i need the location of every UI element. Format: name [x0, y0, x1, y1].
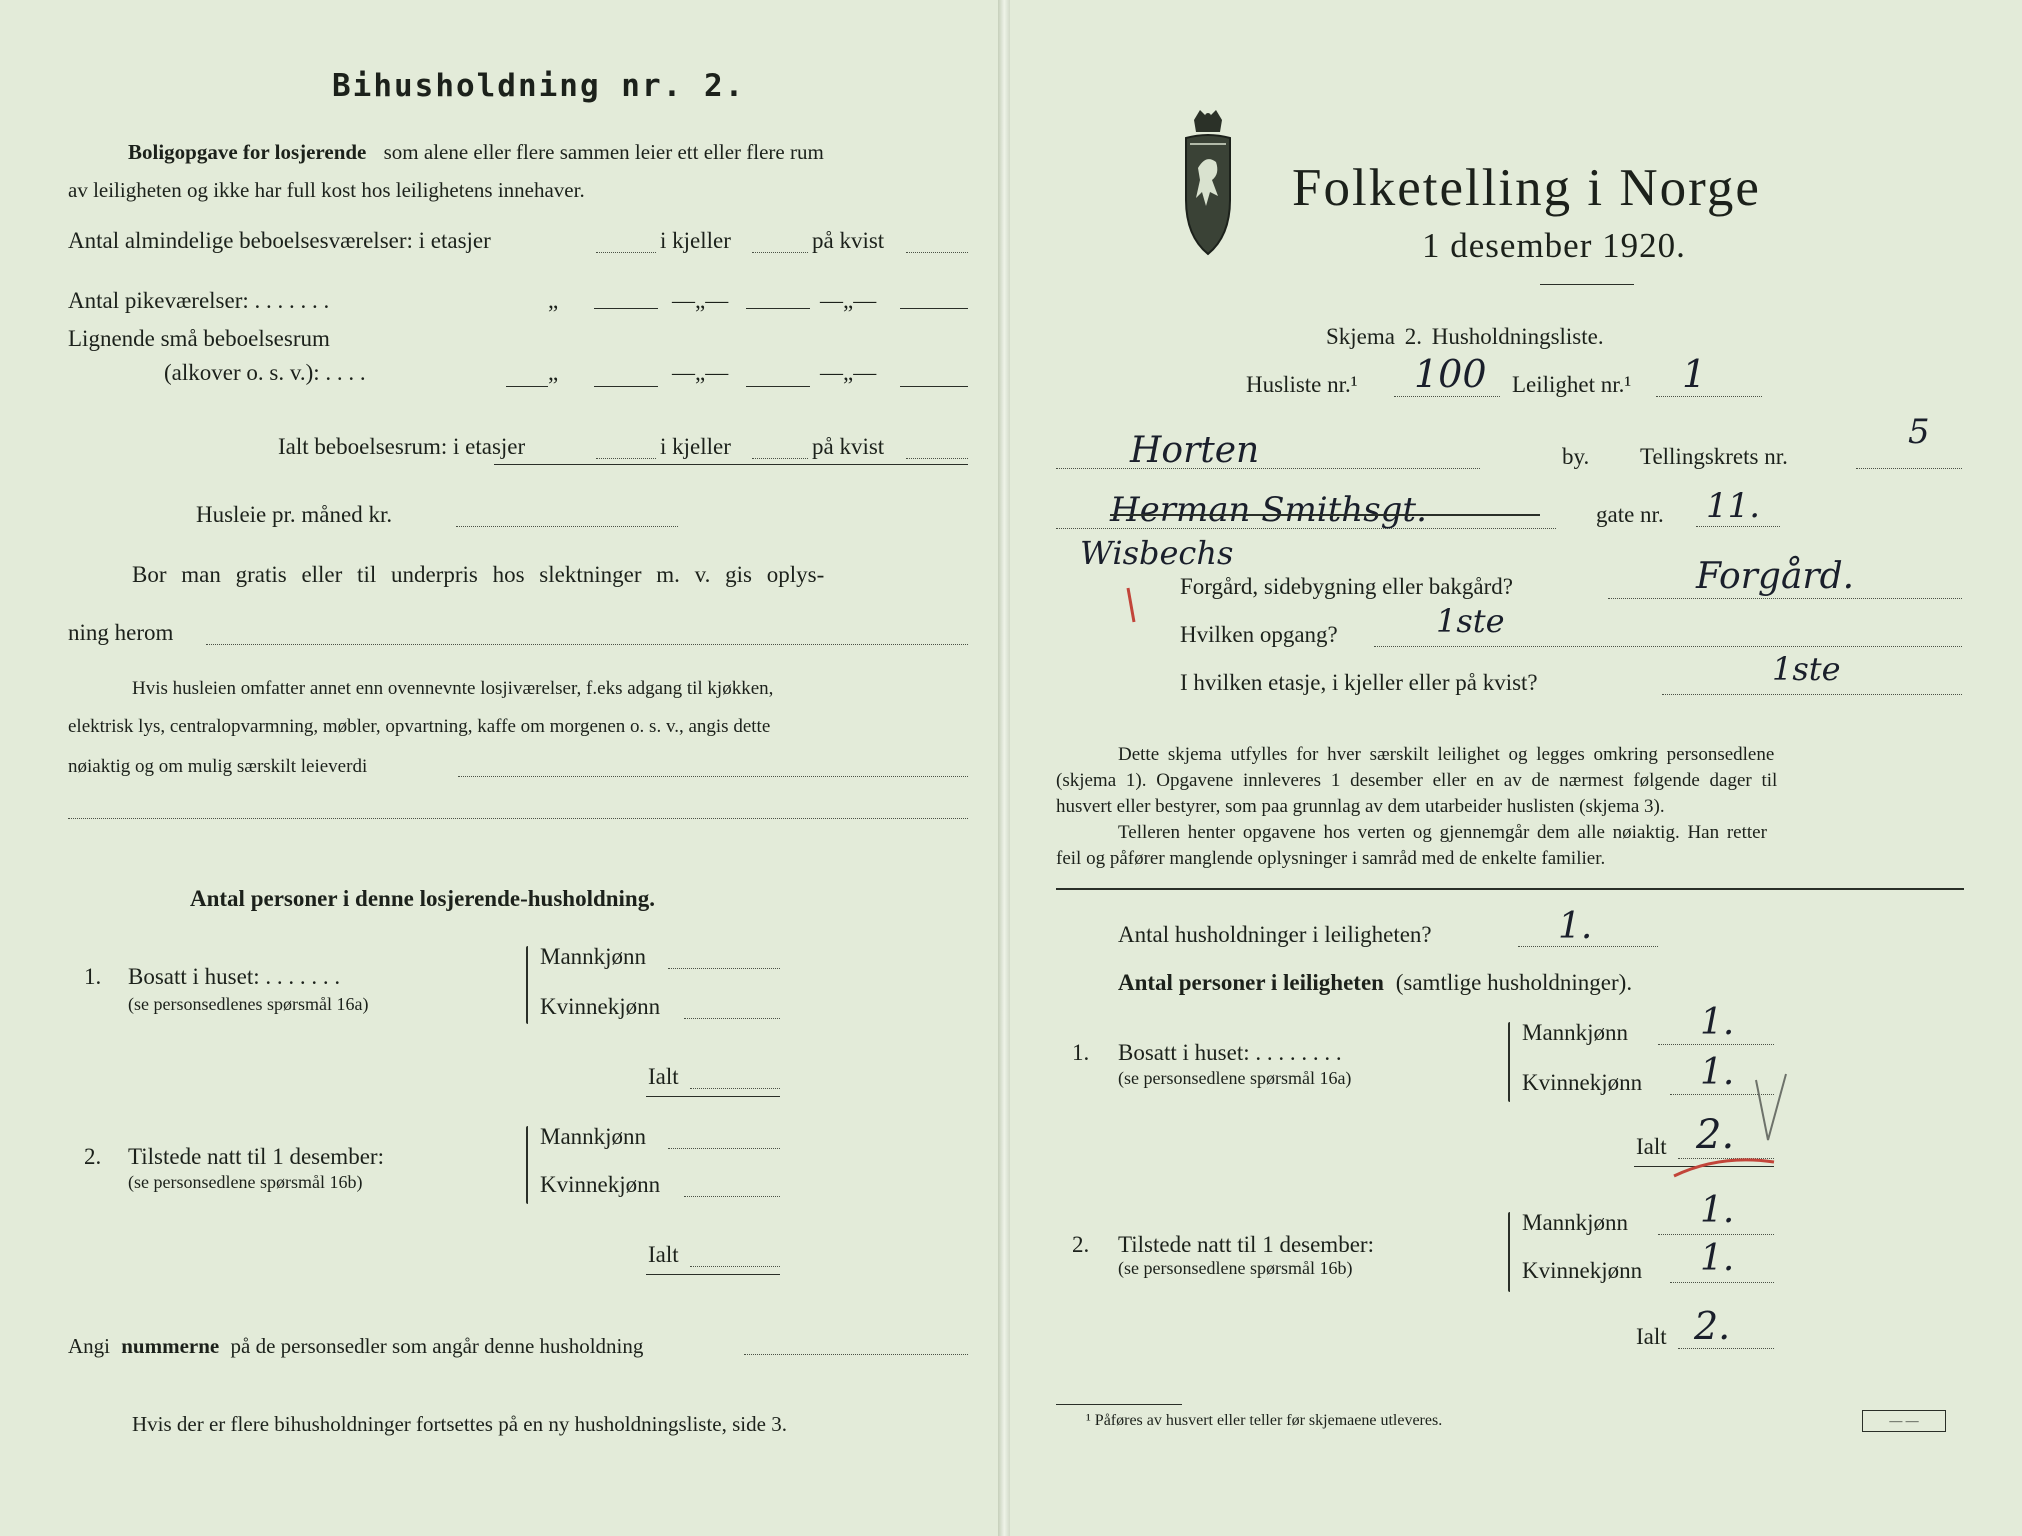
opgang-line: [1374, 646, 1962, 647]
left-q1-sub: (se personsedlenes spørsmål 16a): [128, 994, 369, 1014]
pike-label: Antal pikeværelser: . . . . . . .: [68, 288, 330, 313]
pike-line-2: [746, 308, 810, 309]
right-q2-mann-value: 1.: [1700, 1190, 1735, 1231]
instr-rule: [1056, 888, 1964, 890]
antal-pers-line: [1118, 970, 1632, 996]
lignende-line-0: [506, 386, 548, 387]
antal-pers-bold: Antal personer i leiligheten: [1118, 970, 1384, 995]
left-q2-label: Tilstede natt til 1 desember:: [128, 1144, 384, 1169]
rooms-kvist-label: på kvist: [812, 228, 885, 253]
street-correction: Wisbechs: [1080, 534, 1234, 572]
husliste-value: 100: [1414, 352, 1487, 396]
right-q2-mann-label: Mannkjønn: [1522, 1210, 1629, 1235]
left-q1-label: Bosatt i huset: . . . . . . .: [128, 964, 341, 989]
right-q1-ialt-label: Ialt: [1636, 1134, 1667, 1159]
right-q2-ialt-label: Ialt: [1636, 1324, 1667, 1349]
right-q2-ialt-value: 2.: [1694, 1304, 1731, 1348]
ialt-etasjer-line: [596, 458, 656, 459]
right-q1-mann-label: Mannkjønn: [1522, 1020, 1629, 1045]
left-q1-ialt-underline: [646, 1096, 780, 1097]
left-q2-kvinne-label: Kvinnekjønn: [540, 1172, 661, 1197]
hvis-line-2: elektrisk lys, centralopvarmning, møbler, opvartning, kaffe om morgenen o. s. v., angis dette: [68, 716, 771, 737]
etasje-label: I hvilken etasje, i kjeller eller på kvist?: [1180, 670, 1538, 695]
instr-5: feil og påfører manglende oplysninger i samråd med de enkelte familier.: [1056, 848, 1606, 869]
left-q1-ialt-line: [690, 1088, 780, 1089]
rooms-etasjer-line: [596, 252, 656, 253]
intro-line-2: av leiligheten og ikke har full kost hos leilighetens innehaver.: [68, 178, 585, 202]
husliste-line: [1394, 396, 1500, 397]
right-q2-kvinne-value: 1.: [1700, 1238, 1735, 1279]
forgard-label: Forgård, sidebygning eller bakgård?: [1180, 574, 1513, 599]
left-q1-kvinne-line: [684, 1018, 780, 1019]
right-q1-kvinne-value: 1.: [1700, 1052, 1735, 1093]
pike-line-1: [594, 308, 658, 309]
left-q2-ialt-underline: [646, 1274, 780, 1275]
husliste-label: Husliste nr.¹: [1246, 372, 1358, 397]
street-value: Herman Smithsgt.: [1110, 490, 1427, 530]
leilighet-value: 1: [1682, 352, 1707, 396]
left-q2-mann-line: [668, 1148, 780, 1149]
gate-label: gate nr.: [1596, 502, 1664, 527]
gate-value: 11.: [1706, 486, 1761, 526]
lignende-line-2: [746, 386, 810, 387]
lignende-line-1: [594, 386, 658, 387]
rooms-kjeller-label: i kjeller: [660, 228, 731, 253]
lignende-label-1: Lignende små beboelsesrum: [68, 326, 330, 351]
hvis-line-b: [68, 818, 968, 819]
left-q2-ialt-label: Ialt: [648, 1242, 679, 1267]
lignende-line-3: [900, 386, 968, 387]
red-pencil-mark-icon: [1670, 1150, 1780, 1180]
left-q1-mann-line: [668, 968, 780, 969]
ialt-underline: [494, 464, 968, 465]
bor-line: [206, 644, 968, 645]
instr-3: husvert eller bestyrer, som paa grunnlag av dem utarbeider huslisten (skjema 3).: [1056, 796, 1665, 817]
ialt-kjeller-line: [752, 458, 808, 459]
pike-line-3: [900, 308, 968, 309]
left-q2-ialt-line: [690, 1266, 780, 1267]
left-q2-num: 2.: [84, 1144, 102, 1169]
opgang-label: Hvilken opgang?: [1180, 622, 1338, 647]
left-title: Bihusholdning nr. 2.: [332, 68, 746, 104]
pike-ditto-1: „: [548, 288, 559, 313]
tellingskrets-value: 5: [1908, 412, 1930, 452]
norway-coat-of-arms-icon: [1172, 108, 1244, 258]
rooms-label: Antal almindelige beboelsesværelser: i etasjer: [68, 228, 491, 253]
right-q2-kvinne-label: Kvinnekjønn: [1522, 1258, 1643, 1283]
left-q2-brace: [526, 1126, 528, 1204]
left-q2-kvinne-line: [684, 1196, 780, 1197]
right-q1-num: 1.: [1072, 1040, 1090, 1065]
left-q1-num: 1.: [84, 964, 102, 989]
rooms-kjeller-line: [752, 252, 808, 253]
bor-line-2: ning herom: [68, 620, 174, 645]
footnote: ¹ Påføres av husvert eller teller før skjemaene utleveres.: [1086, 1412, 1443, 1429]
check-mark-icon: [1752, 1070, 1792, 1150]
left-q1-brace: [526, 946, 528, 1024]
gate-nr-line: [1696, 526, 1780, 527]
pike-ditto-3: —„—: [820, 288, 877, 313]
left-q1-kvinne-label: Kvinnekjønn: [540, 994, 661, 1019]
right-q1-label: Bosatt i huset: . . . . . . . .: [1118, 1040, 1342, 1065]
by-value: Horten: [1130, 430, 1260, 471]
rooms-kvist-line: [906, 252, 968, 253]
husleie-label: Husleie pr. måned kr.: [196, 502, 393, 527]
instr-2: (skjema 1). Opgavene innleveres 1 desember eller en av de nærmest følgende dager til: [1056, 770, 1778, 791]
ialt-rooms-label: Ialt beboelsesrum: i etasjer: [278, 434, 526, 459]
left-q2-sub: (se personsedlene spørsmål 16b): [128, 1172, 363, 1192]
right-q1-brace: [1508, 1022, 1510, 1102]
angi-line: [68, 1334, 643, 1359]
right-q1-sub: (se personsedlene spørsmål 16a): [1118, 1068, 1352, 1088]
leilighet-label: Leilighet nr.¹: [1512, 372, 1632, 397]
antal-hush-value: 1.: [1558, 906, 1593, 947]
leilighet-line: [1656, 396, 1762, 397]
left-page: [0, 0, 1003, 1536]
right-q2-ialt-line: [1678, 1348, 1774, 1349]
right-q1-mann-value: 1.: [1700, 1002, 1735, 1043]
etasje-value: 1ste: [1772, 650, 1841, 688]
right-q2-num: 2.: [1072, 1232, 1090, 1257]
hvis-line-3: nøiaktig og om mulig særskilt leieverdi: [68, 756, 368, 777]
lignende-ditto-3: —„—: [820, 360, 877, 385]
forgard-value: Forgård.: [1696, 556, 1855, 597]
right-q2-brace: [1508, 1212, 1510, 1292]
right-q1-kvinne-label: Kvinnekjønn: [1522, 1070, 1643, 1095]
angi-bold: nummerne: [121, 1334, 220, 1358]
forgard-line: [1608, 598, 1962, 599]
opgang-value: 1ste: [1436, 602, 1505, 640]
intro-rest: som alene eller flere sammen leier ett eller flere rum: [383, 140, 824, 164]
angi-pre: Angi: [68, 1334, 110, 1358]
instr-1: Dette skjema utfylles for hver særskilt leilighet og legges omkring personsedlene: [1118, 744, 1775, 765]
date-rule: [1540, 284, 1634, 285]
intro-line-1: [128, 140, 824, 165]
right-q2-sub: (se personsedlene spørsmål 16b): [1118, 1258, 1353, 1278]
ialt-kvist-line: [906, 458, 968, 459]
left-q1-mann-label: Mannkjønn: [540, 944, 647, 969]
left-q1-ialt-label: Ialt: [648, 1064, 679, 1089]
right-q2-mann-line: [1658, 1234, 1774, 1235]
tellingskrets-line: [1856, 468, 1962, 469]
right-date: 1 desember 1920.: [1422, 226, 1686, 265]
street-strike: [1110, 514, 1540, 516]
pike-ditto-2: —„—: [672, 288, 729, 313]
right-q2-label: Tilstede natt til 1 desember:: [1118, 1232, 1374, 1257]
footnote-rule: [1056, 1404, 1182, 1405]
husleie-line: [456, 526, 678, 527]
hvis-line-a: [458, 776, 968, 777]
ialt-kjeller-label: i kjeller: [660, 434, 731, 459]
tellingskrets-label: Tellingskrets nr.: [1640, 444, 1788, 469]
angi-post: på de personsedler som angår denne husholdning: [230, 1334, 644, 1358]
right-q1-mann-line: [1658, 1044, 1774, 1045]
etasje-line: [1662, 694, 1962, 695]
intro-bold: Boligopgave for losjerende: [128, 140, 367, 164]
right-title: Folketelling i Norge: [1292, 159, 1761, 217]
instr-4: Telleren henter opgavene hos verten og gjennemgår dem alle nøiaktig. Han retter: [1118, 822, 1767, 843]
angi-line-dots: [744, 1354, 968, 1355]
antal-hush-label: Antal husholdninger i leiligheten?: [1118, 922, 1432, 947]
lignende-ditto-2: —„—: [672, 360, 729, 385]
left-footer: Hvis der er flere bihusholdninger fortsettes på en ny husholdningsliste, side 3.: [132, 1412, 787, 1436]
bor-line-1: Bor man gratis eller til underpris hos slektninger m. v. gis oplys-: [132, 562, 825, 587]
skjema-label: Skjema 2. Husholdningsliste.: [1326, 324, 1604, 349]
right-page: [1010, 0, 2022, 1536]
by-label: by.: [1562, 444, 1590, 469]
by-line: [1056, 468, 1480, 469]
lignende-label-2: (alkover o. s. v.): . . . .: [164, 360, 366, 385]
left-q2-mann-label: Mannkjønn: [540, 1124, 647, 1149]
right-q1-ialt-value: 2.: [1696, 1112, 1735, 1158]
hvis-line-1: Hvis husleien omfatter annet enn ovennevnte losjiværelser, f.eks adgang til kjøkken,: [132, 678, 774, 699]
red-tick-icon: [1124, 586, 1138, 626]
right-q2-kvinne-line: [1670, 1282, 1774, 1283]
antal-pers-rest: (samtlige husholdninger).: [1395, 970, 1633, 995]
left-antal-heading: Antal personer i denne losjerende-husholdning.: [190, 886, 655, 911]
printer-stamp: — —: [1862, 1410, 1946, 1432]
lignende-ditto-1: „: [548, 360, 559, 385]
ialt-kvist-label: på kvist: [812, 434, 885, 459]
